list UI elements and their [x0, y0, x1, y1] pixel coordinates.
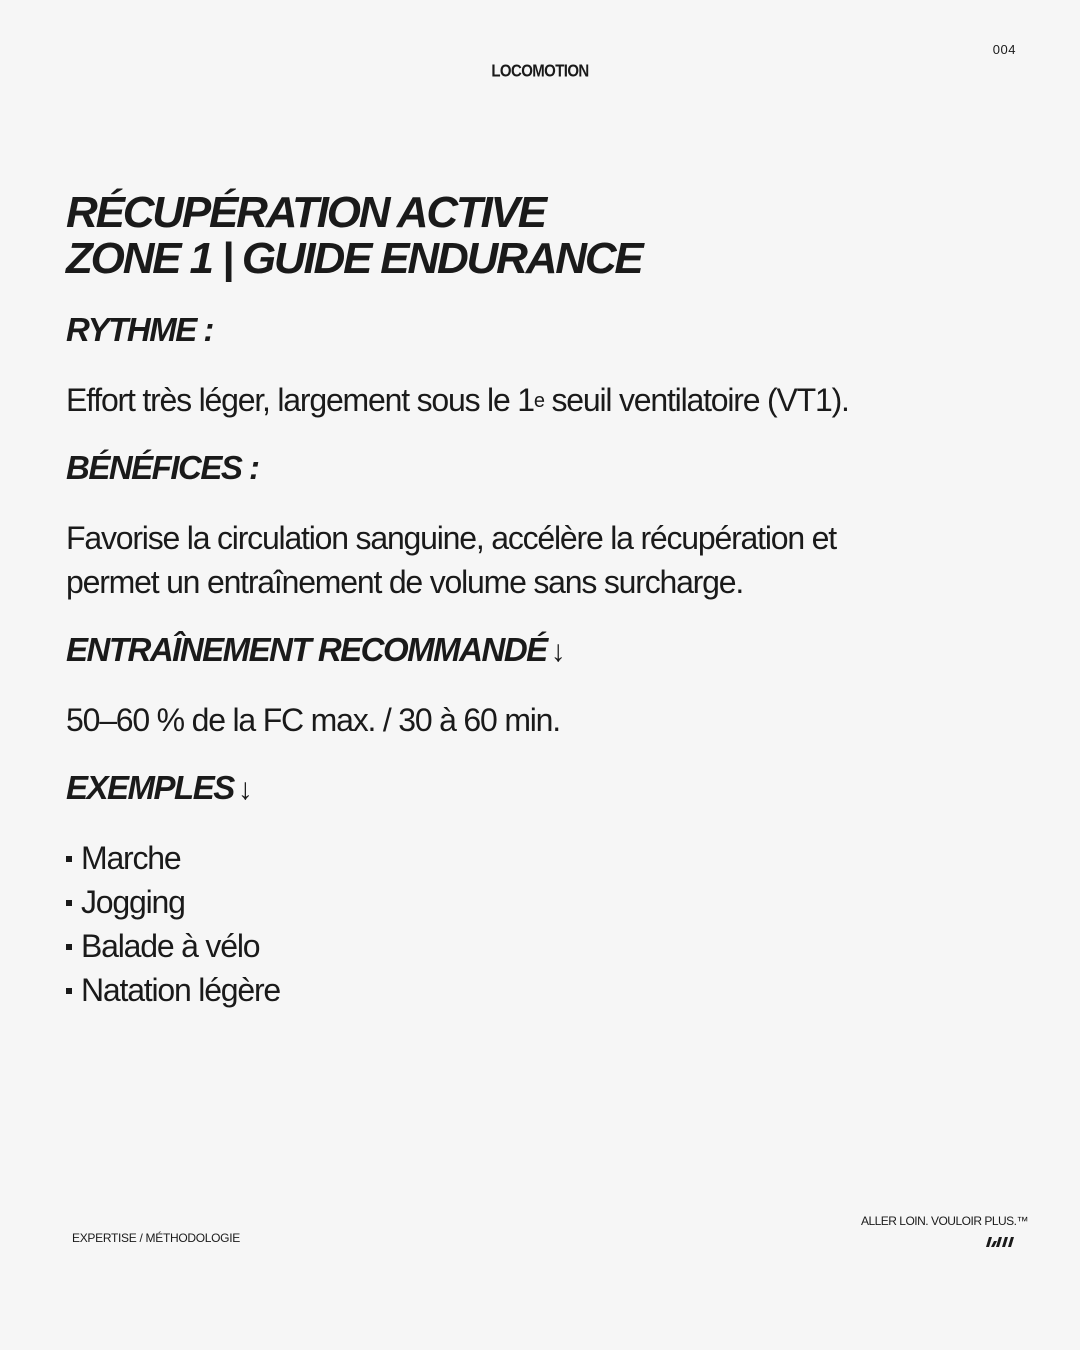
rythme-heading: RYTHME :	[66, 311, 213, 348]
benefices-line-2: permet un entraînement de volume sans surcharge.	[66, 564, 744, 600]
benefices-heading: BÉNÉFICES :	[66, 449, 259, 486]
list-item-label: Balade à vélo	[81, 928, 260, 964]
footer-category: EXPERTISE / MÉTHODOLOGIE	[72, 1231, 240, 1245]
benefices-line-1: Favorise la circulation sanguine, accélère la récupération et	[66, 520, 836, 556]
benefices-text	[66, 516, 836, 604]
entrainement-text: 50–60 % de la FC max. / 30 à 60 min.	[66, 702, 560, 738]
list-item	[66, 836, 280, 880]
arrow-down-icon: ↓	[237, 773, 252, 806]
page-number: 004	[992, 42, 1016, 57]
footer-tagline: ALLER LOIN. VOULOIR PLUS.™	[860, 1214, 1028, 1228]
bullet-icon	[66, 988, 72, 994]
rythme-text	[66, 378, 849, 427]
arrow-down-icon: ↓	[550, 635, 565, 668]
exemples-heading	[66, 768, 251, 810]
entrainement-heading	[66, 630, 564, 672]
title-line-2: ZONE 1 | GUIDE ENDURANCE	[66, 234, 642, 283]
title-line-1: RÉCUPÉRATION ACTIVE	[66, 188, 545, 237]
entrainement-heading-label: ENTRAÎNEMENT RECOMMANDÉ	[66, 631, 547, 668]
list-item-label: Natation légère	[81, 972, 281, 1008]
page-title	[66, 190, 642, 282]
brand-logo: LOCOMOTION	[491, 61, 589, 82]
rythme-superscript: e	[533, 390, 544, 412]
exemples-heading-label: EXEMPLES	[66, 769, 234, 806]
list-item-label: Marche	[81, 840, 181, 876]
rythme-text-end: seuil ventilatoire (VT1).	[543, 382, 849, 418]
bullet-icon	[66, 856, 72, 862]
rythme-text-start: Effort très léger, largement sous le 1	[66, 382, 534, 418]
list-item-label: Jogging	[81, 884, 185, 920]
bullet-icon	[66, 944, 72, 950]
list-item	[66, 968, 280, 1012]
list-item	[66, 924, 280, 968]
list-item	[66, 880, 280, 924]
logo-slashes-icon	[984, 1234, 1016, 1252]
bullet-icon	[66, 900, 72, 906]
examples-list	[66, 836, 280, 1012]
